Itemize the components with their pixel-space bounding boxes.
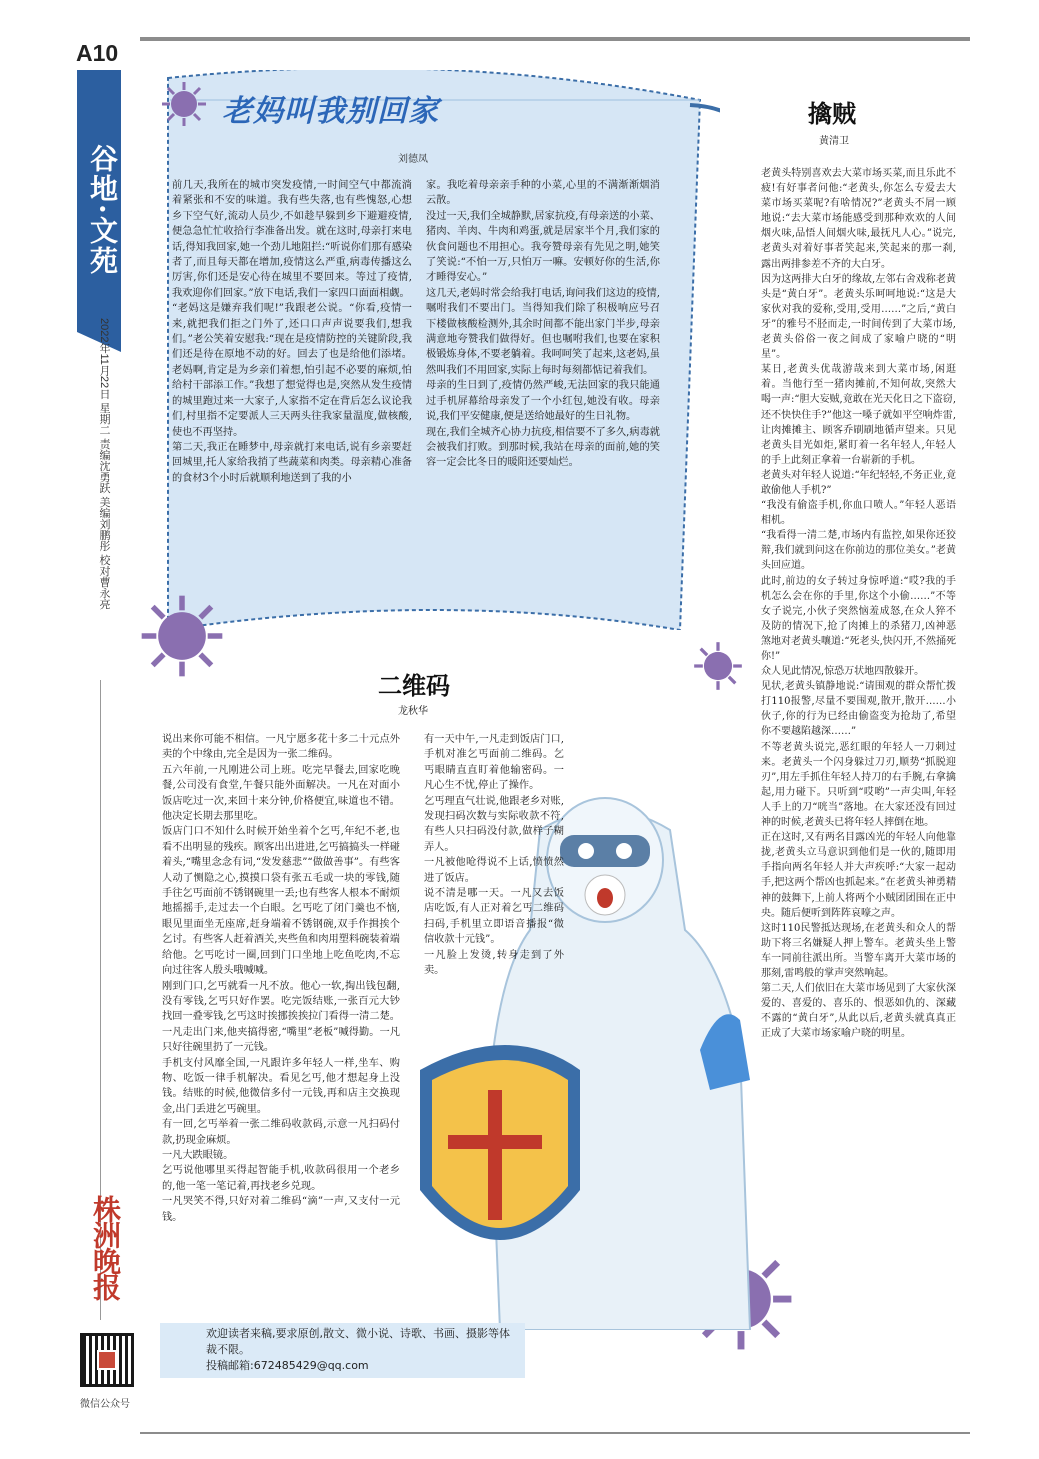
page-number: A10 (76, 40, 119, 66)
top-rule (140, 37, 970, 41)
story-title: 擒贼 (808, 99, 856, 128)
qr-caption: 微信公众号 (80, 1399, 130, 1410)
notice-text: 欢迎读者来稿,要求原创,散文、微小说、诗歌、书画、摄影等体裁不限。 (206, 1327, 510, 1356)
issue-credits: 2022年11月22日 星期二 责编沈勇跃 美编刘鹏彤 校对曹永亮 (98, 318, 110, 610)
notice-email: 投稿邮箱:672485429@qq.com (206, 1359, 369, 1372)
story-column: 说出来你可能不相信。一凡宁愿多花十多二十元点外卖的个中缘由,完全是因为一张二维码。 五六年前,一凡刚进公司上班。吃完早餐去,回家吃晚餐,公司没有食堂,午餐只能外面解决。一凡在对面小饭店吃过一次,来回十来分钟,价格便宜,味道也不错。他决定长期去那里吃。 饭店门口不知什么时候开始坐着个乞丐,年纪不老,也看不出明显的残疾。顾客出出进进,乞丐搞搞头一样碰着头,“嘴里念念有词,“发发慈悲”“做做善事”。有些客人动了恻隐之心,摸摸口袋有张五毛或一块的零钱,随手往乞丐面前不锈钢碗里一丢;也有些客人根本不耐烦地摇摇手,走过去一个白眼。乞丐吃了闭门羹也不恼,眼见里面坐无座席,赶身端着不锈钢碗,双手作揖挨个乞讨。有些客人赶着酒关,夹些鱼和肉用塑料碗装着端给他。乞丐吃讨一圈,回到门口坐地上吃鱼吃肉,不忘向过往客人殷头哦喊喊。 刚到门口,乞丐就看一凡不放。他心一软,掏出钱包翻,没有零钱,乞丐只好作罢。吃完饭结账,一张百元大钞找回一叠零钱,乞丐这时挨挪挨挨拉门看得一清二楚。一凡走出门来,他夹搞得密,“嘴里”老板”喊得勤。一凡只好往碗里扔了一元钱。 手机支付风靡全国,一凡跟许多年轻人一样,坐车、购物、吃饭一律手机解决。看见乞丐,他才想起身上没钱。结账的时候,他微信多付一元钱,再和店主交换现金,出门丢进乞丐碗里。 有一回,乞丐举着一张二维码收款码,示意一凡扫码付款,扔现金麻烦。 一凡大跌眼镜。 乞丐说他哪里买得起智能手机,收款码很用一个老乡的,他一笔一笔记着,再找老乡兑现。 一凡哭笑不得,只好对着二维码“滴”一声,又支付一元钱。 (162, 734, 400, 1223)
newspaper-logo: 株洲晚报 (89, 1195, 122, 1299)
story-column: 家。我吃着母亲亲手种的小菜,心里的不满渐渐烟消云散。 没过一天,我们全城静默,居家抗疫,有母亲送的小菜、猪肉、羊肉、牛肉和鸡蛋,就是居家半个月,我们家的伙食问题也不用担心。我夸赞母亲有先见之明,她笑了笑说:“不怕一万,只怕万一嘛。安顿好你的生活,你才睡得安心。” 这几天,老妈时常会给我打电话,询问我们这边的疫情,嘱咐我们不要出门。当得知我们除了积极响应号召下楼做核酸检测外,其余时间都不能出家门半步,母亲满意地夸赞我们做得好。但也嘱咐我们,也要在家积极锻炼身体,不要老躺着。我呵呵笑了起来,这老妈,虽然叫我们不用回家,实际上每时每刻都惦记着我们。 母亲的生日到了,疫情仍然严峻,无法回家的我只能通过手机屏幕给母亲发了一个小红包,她没有收。母亲说,我们平安健康,便是送给她最好的生日礼物。 现在,我们全城齐心协力抗疫,相信要不了多久,病毒就会被我们打败。到那时候,我站在母亲的面前,她的笑容一定会比冬日的暖阳还要灿烂。 (426, 180, 660, 469)
story-title: 老妈叫我别回家 (222, 94, 439, 129)
virus-icon (692, 640, 744, 692)
story-author: 刘德凤 (398, 154, 428, 165)
qr-code-center-icon (97, 1350, 117, 1370)
story-column: 前几天,我所在的城市突发疫情,一时间空气中都流淌着紧张和不安的味道。我有些失落,也有些愧怒,心想乡下空气好,流动人员少,不如趁早躲到乡下避避疫情,便急急忙忙收拾行李准备出发。就在这时,母亲打来电话,得知我回家,她一个劲儿地阻拦:“听说你们那有感染者了,而且每天都在增加,疫情这么严重,病毒传播这么厉害,你们还是安心待在城里不要回来。等过了疫情,我欢迎你们回家。”放下电话,我们一家四口面面相觑。 “老妈这是嫌弃我们呢!”我跟老公说。“你看,疫情一来,就把我们拒之门外了,还口口声声说要我们,想我们。”老公笑着安慰我:“现在是疫情防控的关键阶段,我们还是待在原地不动的好。回去了也是给他们添堵。老妈啊,肯定是为乡亲们着想,怕引起不必要的麻烦,怕给村干部添工作。”我想了想觉得也是,突然从发生疫情的城里跑过来一大家子,人家指不定在背后怎么议论我们,村里指不定要派人三天两头往我家量温度,做核酸,使也不再坚持。 第二天,我正在睡梦中,母亲就打来电话,说有乡亲要赶回城里,托人家给我捎了些蔬菜和肉类。母亲精心准备的食材3个小时后就顺利地送到了我的小 (172, 180, 412, 484)
section-title: 谷地·文苑 (77, 70, 121, 332)
story-column: 有一天中午,一凡走到饭店门口,手机对准乞丐面前二维码。乞丐眼睛直直盯着他输密码。一凡心生不忧,停止了操作。 乞丐理直气壮说,他跟老乡对账,发现扫码次数与实际收款不符,有些人只扫码没付款,做样子糊弄人。 一凡被他呛得说不上话,愤愤然进了饭店。 说不清是哪一天。一凡又去饭店吃饭,有人正对着乞丐二维码扫码,手机里立即语音播报“微信收款十元钱”。 一凡脸上发烫,转身走到了外卖。 (424, 734, 564, 977)
story-author: 龙秋华 (398, 706, 428, 717)
story-author: 黄清卫 (819, 136, 849, 147)
submission-notice (160, 1323, 525, 1378)
bottom-rule (140, 1432, 970, 1434)
virus-icon (138, 592, 226, 680)
story-column: 老黄头特别喜欢去大菜市场买菜,而且乐此不疲!有好事者问他:“老黄头,你怎么专爱去大菜市场买菜呢?有啥情况?”老黄头不屑一顾地说:“去大菜市场能感受到那种欢欢的人间烟火味,品悟人间烟火味,最抚凡人心。”说完,老黄头对着好事者笑起来,笑起来的那一刹,露出两排参差不齐的大白牙。 因为这两排大白牙的缘故,左邻右舍戏称老黄头是“黄白牙”。老黄头乐呵呵地说:“这是大家伙对我的爱称,受用,受用……”之后,“黄白牙”的雅号不胫而走,一时间传到了大菜市场,老黄头俗俗一夜之间成了家喻户晓的“明星”。 某日,老黄头优哉游哉来到大菜市场,闲逛着。当他行至一猪肉摊前,不知何故,突然大喝一声:“胆大妄贼,竟敢在光天化日之下盗窃,还不快快住手?”他这一嗓子就如平空响炸雷,让肉摊摊主、顾客乔刷刷地循声望来。只见老黄头目光如炬,紧盯着一名年轻人,年轻人的手上此刻正拿着一台崭新的手机。 老黄头对年轻人说道:“年纪轻轻,不务正业,竟敢偷他人手机?” “我没有偷盗手机,你血口喷人。”年轻人恶语相机。 “我看得一清二楚,市场内有监控,如果你还狡辩,我们就到问这在你前边的那位美女。”老黄头回应道。 此时,前边的女子转过身惊呼道:“哎?我的手机怎么会在你的手里,你这个小偷……”不等女子说完,小伙子突然恼羞成怒,在众人猝不及防的情况下,抢了肉摊上的杀猪刀,凶神恶煞地对老黄头嚷道:“死老头,快闪开,不然捅死你!” 众人见此情况,惊恐万状地四散躲开。 见状,老黄头镇静地说:“请围观的群众帮忙拨打110报警,尽量不要围观,散开,散开……小伙子,你的行为已经由偷盗变为抢劫了,希望你不要越陷越深……” 不等老黄头说完,恶红眼的年轻人一刀刺过来。老黄头一个闪身躲过刀刃,顺势“抓脱迎刃”,用左手抓住年轻人持刀的右手腕,右拿擒起,用力碰下。只听到“哎哟”一声尖叫,年轻人手上的刀“咣当”落地。在大家还没有回过神的时候,老黄头已将年轻人摔倒在地。 正在这时,又有两名目露凶光的年轻人向他靠拢,老黄头立马意识到他们是一伙的,随即用手指向两名年轻人并大声疾呼:“大家一起动手,把这两个帮凶也抓起来。”在老黄头神勇精神的鼓舞下,上前人将两个小贼团团围在正中央。随后便听到阵阵哀嚎之声。 这时110民警抵达现场,在老黄头和众人的帮助下将三名嫌疑人押上警车。老黄头坐上警车一同前往派出所。当警车离开大菜市场的那刻,雷鸣般的掌声突然响起。 第二天,人们依旧在大菜市场见到了大家伙深爱的、喜爱的、喜乐的、恨恶如仇的、深藏不露的“黄白牙”,从此以后,老黄头就真真正正成了大菜市场家喻户晓的明星。 (761, 168, 956, 1040)
virus-icon (160, 80, 208, 128)
story-title: 二维码 (378, 671, 450, 700)
